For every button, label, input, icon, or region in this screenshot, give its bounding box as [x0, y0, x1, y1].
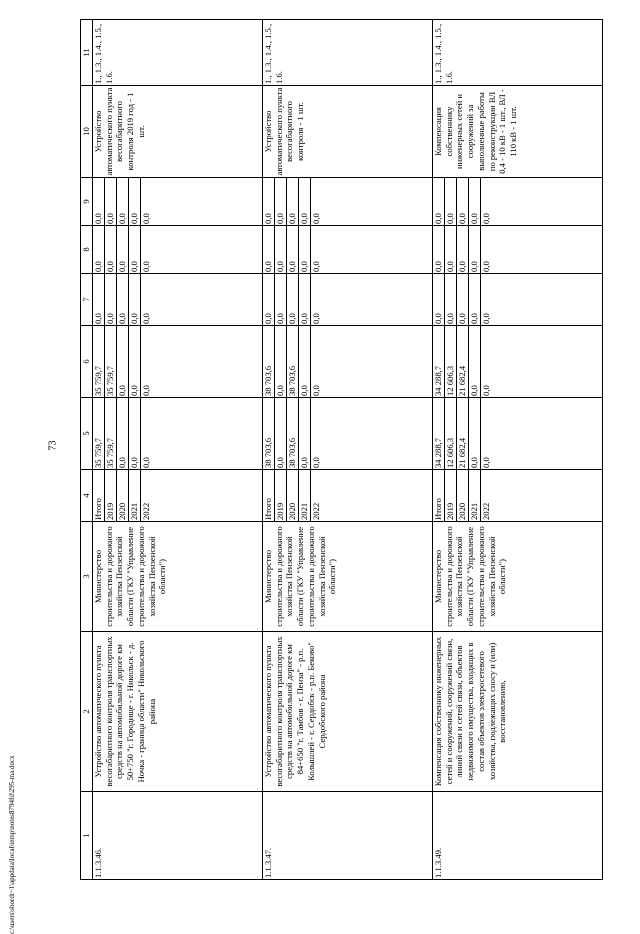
local-budget-value: 0,0 — [116, 226, 128, 273]
regional-budget-value: 38 703,6 — [263, 365, 273, 396]
other-sources-value: 0,0 — [104, 178, 116, 225]
indicator-links: 1., 1.3., 1.4., 1.5., 1.6. — [263, 20, 433, 86]
local-budget-value: 0,0 — [310, 226, 322, 273]
regional-budget-value: 0,0 — [298, 326, 310, 397]
indicator-links: 1., 1.3., 1.4., 1.5., 1.6. — [433, 20, 603, 86]
other-sources — [93, 178, 263, 226]
local-budget-value: 0,0 — [433, 261, 443, 272]
local-budget-value: 0,0 — [456, 226, 468, 273]
total-funds — [433, 398, 603, 470]
other-sources-value: 0,0 — [128, 178, 140, 225]
other-sources-value: 0,0 — [263, 213, 273, 224]
total-funds — [263, 398, 433, 470]
event-name: Устройство автоматического пункта весогабаритного контроля транспортных средств на автомобильной дороге км 50+750 "г. Городище - г. Никольск - д. Ночка - граница области" Никольского района — [93, 632, 263, 792]
table-row — [433, 20, 603, 880]
regional-budget — [263, 326, 433, 398]
local-budget — [93, 226, 263, 274]
regional-budget-value: 21 682,4 — [456, 326, 468, 397]
federal-budget-value: 0,0 — [298, 274, 310, 325]
executor: Министерство строительства и дорожного хозяйства Пензенской области (ГКУ "Управление строительства и дорожного хозяйства Пензенской области") — [263, 522, 433, 632]
other-sources-value: 0,0 — [274, 178, 286, 225]
regional-budget-value: 0,0 — [274, 326, 286, 397]
federal-budget-value: 0,0 — [433, 313, 443, 324]
years-value: Итого — [93, 498, 103, 520]
total-funds-value: 0,0 — [310, 398, 322, 469]
years-value: 2021 — [468, 470, 480, 521]
federal-budget-value: 0,0 — [116, 274, 128, 325]
page-number: 73 — [47, 440, 59, 451]
years-value: 2022 — [480, 470, 492, 521]
table-row — [93, 20, 263, 880]
header-row — [81, 20, 93, 880]
federal-budget-value: 0,0 — [128, 274, 140, 325]
federal-budget-value: 0,0 — [93, 313, 103, 324]
header-col-2: 2 — [81, 632, 93, 792]
federal-budget — [263, 274, 433, 326]
other-sources-value: 0,0 — [444, 178, 456, 225]
other-sources-value: 0,0 — [433, 213, 443, 224]
other-sources-value: 0,0 — [456, 178, 468, 225]
event-name: Устройство автоматического пункта весогабаритного контроля транспортных средств на автомобильной дороге км 84+650 "г. Тамбов - г. Пенза" - р.п. Колышлей - г. Сердобск - р.п. Беково" Сердобского района — [263, 632, 433, 792]
expected-result: Устройство автоматического пункта весогабаритного контроля 2019 год - 1 шт. — [93, 86, 263, 178]
header-col-11: 11 — [81, 20, 93, 86]
total-funds-value: 0,0 — [480, 398, 492, 469]
total-funds-value: 0,0 — [298, 398, 310, 469]
years-value: 2021 — [128, 470, 140, 521]
local-budget-value: 0,0 — [274, 226, 286, 273]
rotated-table-container — [80, 20, 602, 880]
other-sources-value: 0,0 — [468, 178, 480, 225]
regional-budget-value: 0,0 — [140, 326, 152, 397]
total-funds-value: 0,0 — [274, 398, 286, 469]
years-value: 2021 — [298, 470, 310, 521]
years-value: 2019 — [274, 470, 286, 521]
federal-budget — [93, 274, 263, 326]
years-value: 2019 — [444, 470, 456, 521]
total-funds-value: 0,0 — [116, 398, 128, 469]
header-col-7: 7 — [81, 274, 93, 326]
header-col-3: 3 — [81, 522, 93, 632]
other-sources-value: 0,0 — [480, 178, 492, 225]
indicator-links: 1., 1.3., 1.4., 1.5., 1.6. — [93, 20, 263, 86]
total-funds-value: 0,0 — [140, 398, 152, 469]
years-value: 2020 — [116, 470, 128, 521]
years-value: Итого — [263, 498, 273, 520]
years-value: 2019 — [104, 470, 116, 521]
federal-budget-value: 0,0 — [274, 274, 286, 325]
total-funds-value: 34 288,7 — [433, 437, 443, 468]
other-sources-value: 0,0 — [286, 178, 298, 225]
local-budget-value: 0,0 — [286, 226, 298, 273]
other-sources-value: 0,0 — [140, 178, 152, 225]
header-col-4: 4 — [81, 470, 93, 522]
other-sources — [263, 178, 433, 226]
other-sources-value: 0,0 — [116, 178, 128, 225]
federal-budget-value: 0,0 — [468, 274, 480, 325]
federal-budget-value: 0,0 — [263, 313, 273, 324]
total-funds-value: 35 759,7 — [93, 437, 103, 468]
row-number: 1.1.3.47. — [263, 792, 433, 880]
local-budget-value: 0,0 — [263, 261, 273, 272]
header-col-8: 8 — [81, 226, 93, 274]
years-value: 2020 — [456, 470, 468, 521]
federal-budget-value: 0,0 — [286, 274, 298, 325]
other-sources-value: 0,0 — [298, 178, 310, 225]
regional-budget-value: 0,0 — [468, 326, 480, 397]
total-funds-value: 21 682,4 — [456, 398, 468, 469]
header-col-1: 1 — [81, 792, 93, 880]
header-col-6: 6 — [81, 326, 93, 398]
years-value: Итого — [433, 498, 443, 520]
regional-budget-value: 12 606,3 — [444, 326, 456, 397]
local-budget-value: 0,0 — [298, 226, 310, 273]
local-budget-value: 0,0 — [104, 226, 116, 273]
regional-budget-value: 34 288,7 — [433, 365, 443, 396]
other-sources-value: 0,0 — [310, 178, 322, 225]
total-funds-value: 38 703,6 — [286, 398, 298, 469]
expected-result: Устройство автоматического пункта весогабаритного контроля - 1 шт. — [263, 86, 433, 178]
federal-budget-value: 0,0 — [456, 274, 468, 325]
federal-budget-value: 0,0 — [480, 274, 492, 325]
regional-budget-value: 35 759,7 — [104, 326, 116, 397]
header-col-5: 5 — [81, 398, 93, 470]
years — [263, 470, 433, 522]
total-funds-value: 12 606,3 — [444, 398, 456, 469]
header-col-10: 10 — [81, 86, 93, 178]
total-funds — [93, 398, 263, 470]
years — [433, 470, 603, 522]
regional-budget-value: 0,0 — [480, 326, 492, 397]
federal-budget-value: 0,0 — [104, 274, 116, 325]
local-budget-value: 0,0 — [468, 226, 480, 273]
federal-budget-value: 0,0 — [310, 274, 322, 325]
local-budget-value: 0,0 — [480, 226, 492, 273]
other-sources-value: 0,0 — [93, 213, 103, 224]
local-budget — [433, 226, 603, 274]
row-number: 1.1.3.49. — [433, 792, 603, 880]
table-body — [93, 20, 603, 880]
row-number: 1.1.3.46. — [93, 792, 263, 880]
regional-budget-value: 0,0 — [310, 326, 322, 397]
federal-budget-value: 0,0 — [140, 274, 152, 325]
event-name: Компенсация собственнику инженерных сетей и сооружений, сооружений связи, линий связи и сетей связи, объектов недвижимого имущества, входящих в состав объектов электросетевого хозяйства, подлежащих сносу и (или) восстановлению, — [433, 632, 603, 792]
total-funds-value: 0,0 — [468, 398, 480, 469]
table-row — [263, 20, 433, 880]
total-funds-value: 0,0 — [128, 398, 140, 469]
years-value: 2022 — [310, 470, 322, 521]
local-budget-value: 0,0 — [444, 226, 456, 273]
federal-budget — [433, 274, 603, 326]
regional-budget — [433, 326, 603, 398]
executor: Министерство строительства и дорожного хозяйства Пензенской области (ГКУ "Управление строительства и дорожного хозяйства Пензенской области") — [93, 522, 263, 632]
federal-budget-value: 0,0 — [444, 274, 456, 325]
local-budget — [263, 226, 433, 274]
regional-budget-value: 0,0 — [116, 326, 128, 397]
total-funds-value: 35 759,7 — [104, 398, 116, 469]
regional-budget — [93, 326, 263, 398]
local-budget-value: 0,0 — [128, 226, 140, 273]
local-budget-value: 0,0 — [93, 261, 103, 272]
header-col-9: 9 — [81, 178, 93, 226]
program-table — [80, 19, 603, 880]
footer-file-path: c:\users\sbordt~1\appdata\local\temp\notes8794fd\295-ma.docx — [8, 755, 16, 934]
years-value: 2022 — [140, 470, 152, 521]
regional-budget-value: 0,0 — [128, 326, 140, 397]
years-value: 2020 — [286, 470, 298, 521]
regional-budget-value: 38 703,6 — [286, 326, 298, 397]
other-sources — [433, 178, 603, 226]
total-funds-value: 38 703,6 — [263, 437, 273, 468]
years — [93, 470, 263, 522]
local-budget-value: 0,0 — [140, 226, 152, 273]
regional-budget-value: 35 759,7 — [93, 365, 103, 396]
expected-result: Компенсация собственнику инженерных сетей и сооружений за выполненные работы по реконструкции ВЛ 0,4 - 10 кВ - 1 шт., ВЛ - 110 кВ - 1 шт. — [433, 86, 603, 178]
executor: Министерство строительства и дорожного хозяйства Пензенской области (ГКУ "Управление строительства и дорожного хозяйства Пензенской области") — [433, 522, 603, 632]
